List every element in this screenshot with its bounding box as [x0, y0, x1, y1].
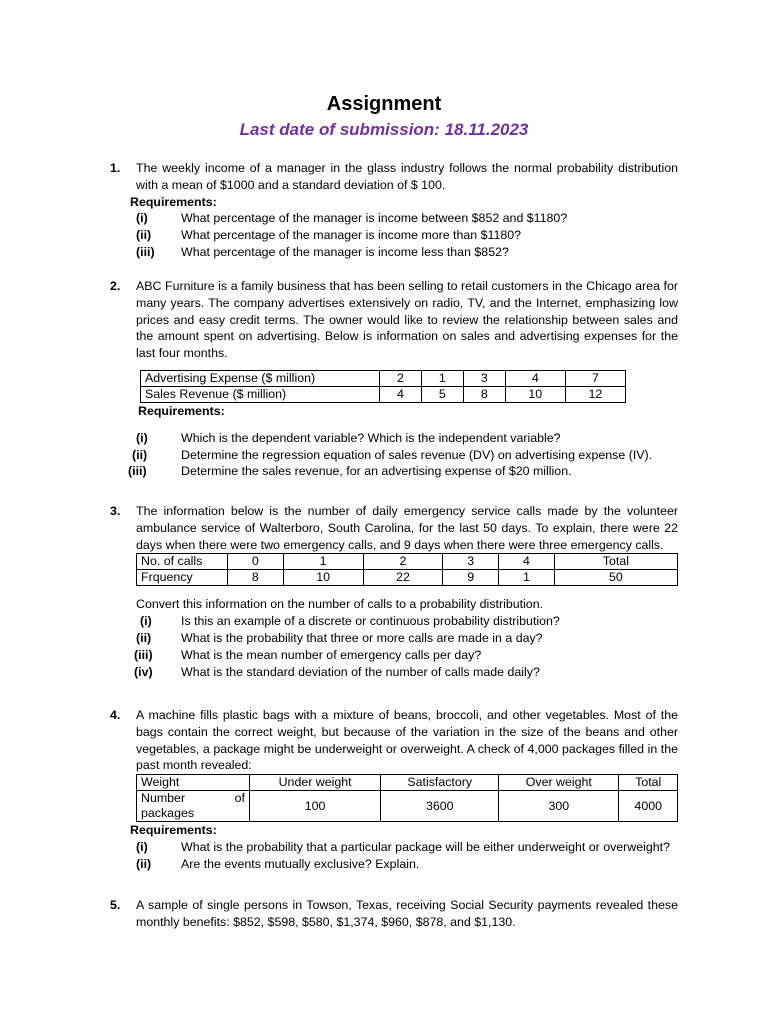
page-title: Assignment — [326, 93, 442, 115]
emergency-calls-table — [136, 553, 678, 586]
list-item: (ii) What percentage of the manager is income more than $1180? — [136, 228, 522, 243]
requirements-label: Requirements: — [138, 403, 225, 418]
question-text: ABC Furniture is a family business that has been selling to retail customers in the Chicago area for many years. The company advertises extensively on radio, TV, and the Internet, emphasizing low prices and easy credit terms. The owner would like to review the relationship between sales and the amount spent on advertising. Below is information on sales and advertising expenses for the last four months. — [136, 279, 678, 361]
question-1 — [110, 160, 678, 261]
question-number: 1. — [110, 161, 121, 175]
advertising-sales-table — [140, 370, 626, 403]
convert-instruction: Convert this information on the number of calls to a probability distribution. — [136, 597, 544, 612]
question-2 — [110, 278, 678, 480]
list-item: (ii) Determine the regression equation of sales revenue (DV) on advertising expense (IV). — [132, 447, 653, 462]
table-row: Frquency 8 10 22 9 1 50 — [137, 570, 678, 586]
question-4 — [110, 707, 678, 873]
list-item: (iii) What percentage of the manager is income less than $852? — [136, 244, 509, 259]
requirements-label: Requirements: — [130, 194, 217, 209]
submission-date: Last date of submission: 18.11.2023 — [239, 120, 529, 139]
list-item: (i) Is this an example of a discrete or continuous probability distribution? — [140, 614, 560, 629]
list-item: (i) What is the probability that a particular package will be either underweight or overweight? — [136, 839, 671, 854]
question-number: 2. — [110, 279, 121, 293]
list-item: (ii) What is the probability that three or more calls are made in a day? — [136, 630, 543, 645]
question-number: 5. — [110, 898, 121, 912]
table-row: No. of calls 0 1 2 3 4 Total — [137, 554, 678, 570]
table-row: Advertising Expense ($ million) 2 1 3 4 7 — [141, 370, 626, 386]
list-item: (iv) What is the standard deviation of the number of calls made daily? — [134, 664, 540, 679]
list-item: (iii) Determine the sales revenue, for an advertising expense of $20 million. — [128, 464, 572, 479]
requirements-label: Requirements: — [130, 823, 217, 838]
list-item: (i) What percentage of the manager is income between $852 and $1180? — [136, 211, 568, 226]
question-5 — [110, 897, 678, 931]
question-number: 3. — [110, 504, 121, 518]
table-row: Number of packages 100 3600 300 4000 — [137, 791, 678, 822]
packages-table — [136, 774, 678, 822]
question-text: A machine fills plastic bags with a mixture of beans, broccoli, and other vegetables. Most of the bags contain the correct weight, but because of the variation in the size of the beans and other vegetables, a package might be underweight or overweight. A check of 4,000 packages filled in the past month revealed: — [136, 708, 678, 773]
question-text: The weekly income of a manager in the glass industry follows the normal probability distribution with a mean of $1000 and a standard deviation of $ 100. — [136, 161, 678, 192]
question-text: A sample of single persons in Towson, Texas, receiving Social Security payments revealed these monthly benefits: $852, $598, $580, $1,374, $960, $878, and $1,130. — [136, 898, 678, 929]
list-item: (iii) What is the mean number of emergency calls per day? — [134, 647, 482, 662]
question-number: 4. — [110, 708, 121, 722]
list-item: (i) Which is the dependent variable? Which is the independent variable? — [136, 430, 561, 445]
table-row: Weight Under weight Satisfactory Over weight Total — [137, 775, 678, 791]
question-3 — [110, 503, 678, 680]
list-item: (ii) Are the events mutually exclusive? Explain. — [136, 856, 420, 871]
question-text: The information below is the number of daily emergency service calls made by the volunteer ambulance service of Walterboro, South Carolina, for the last 50 days. To explain, there were 22 days when there were two emergency calls, and 9 days when there were three emergency calls. — [136, 504, 678, 552]
table-row: Sales Revenue ($ million) 4 5 8 10 12 — [141, 386, 626, 402]
